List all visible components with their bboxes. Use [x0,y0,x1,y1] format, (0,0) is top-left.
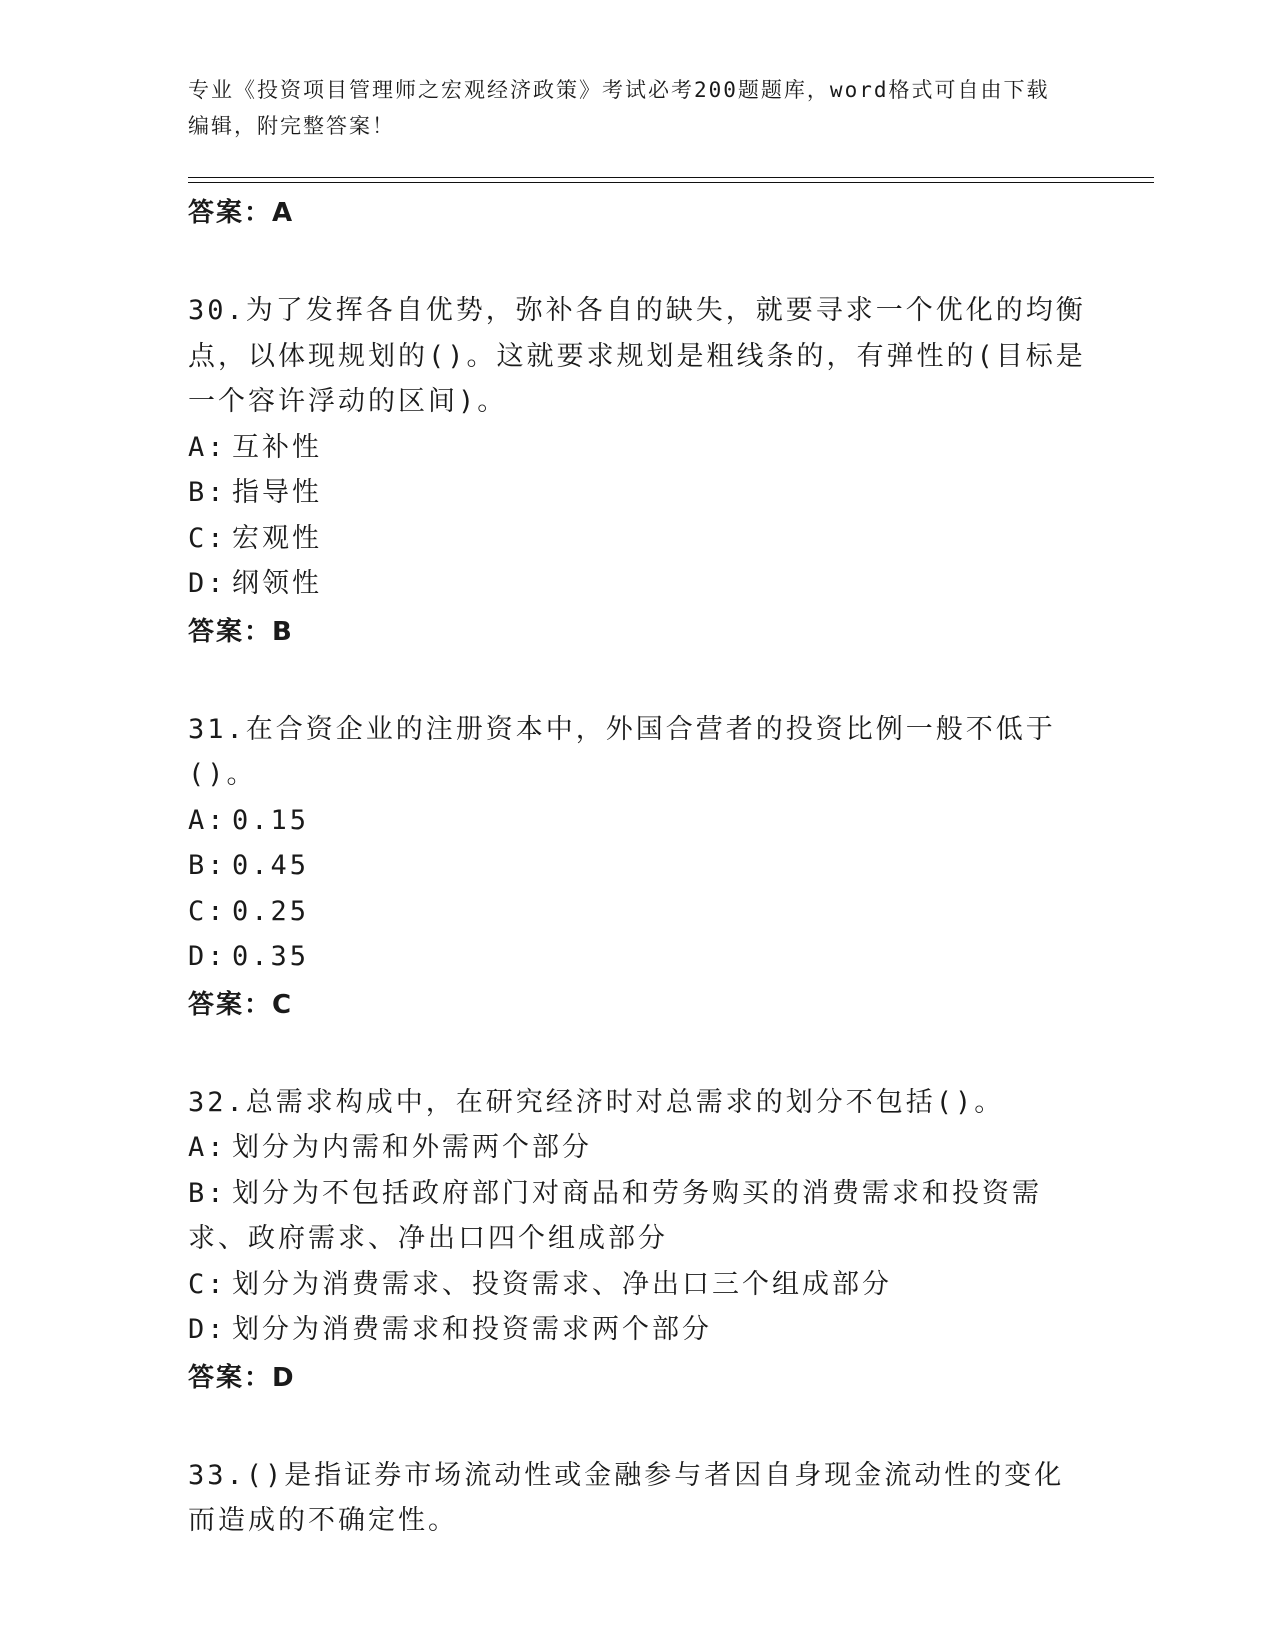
question-31-stem: 31.在合资企业的注册资本中，外国合营者的投资比例一般不低于()。 [188,713,1056,790]
option-text: 0.35 [232,941,310,972]
option-letter: A: [188,804,227,836]
question-30-option-a [188,425,1088,471]
header-divider-top [188,177,1154,178]
option-letter: D: [188,941,227,972]
option-text: 0.15 [232,804,310,836]
header-divider-bottom [188,182,1154,183]
question-list [188,188,1088,1544]
option-text: 0.25 [232,895,310,927]
option-letter: D: [188,568,227,599]
answer-q31: 答案：C [188,989,294,1020]
question-31-option-b [188,843,1088,889]
option-text: 互补性 [232,431,322,463]
answer-q29: 答案：A [188,198,295,228]
option-text: 0.45 [232,850,310,881]
question-32-option-b [188,1171,1088,1262]
option-letter: B: [188,1177,227,1209]
option-letter: B: [188,477,227,508]
option-text: 纲领性 [232,568,322,599]
option-letter: A: [188,1132,227,1163]
question-32-option-d [188,1307,1088,1353]
question-31-option-a [188,798,1088,844]
option-text: 划分为消费需求、投资需求、净出口三个组成部分 [232,1268,892,1300]
question-31-option-c [188,889,1088,935]
question-31-option-d [188,934,1088,980]
option-letter: C: [188,522,227,554]
option-letter: B: [188,850,227,881]
option-letter: D: [188,1314,227,1345]
question-32-option-a [188,1125,1088,1171]
question-32-stem: 32.总需求构成中，在研究经济时对总需求的划分不包括()。 [188,1086,1005,1118]
option-text: 宏观性 [232,522,322,554]
option-text: 划分为内需和外需两个部分 [232,1132,592,1163]
question-32-option-c [188,1262,1088,1308]
answer-q30: 答案：B [188,616,294,647]
option-text: 划分为不包括政府部门对商品和劳务购买的消费需求和投资需求、政府需求、净出口四个组成部分 [188,1177,1042,1254]
option-text: 指导性 [232,477,322,508]
answer-q32: 答案：D [188,1362,296,1393]
document-header: 专业《投资项目管理师之宏观经济政策》考试必考200题题库，word格式可自由下载编辑，附完整答案！ [188,78,1050,138]
option-letter: C: [188,895,227,927]
question-33-stem: 33.()是指证券市场流动性或金融参与者因自身现金流动性的变化而造成的不确定性。 [188,1459,1065,1536]
question-30-option-b [188,470,1088,516]
question-30-stem: 30.为了发挥各自优势，弥补各自的缺失，就要寻求一个优化的均衡点，以体现规划的()。这就要求规划是粗线条的，有弹性的(目标是一个容许浮动的区间)。 [188,295,1086,417]
option-letter: A: [188,431,227,463]
question-30-option-c [188,516,1088,562]
question-30-option-d [188,561,1088,607]
option-letter: C: [188,1268,227,1300]
option-text: 划分为消费需求和投资需求两个部分 [232,1314,712,1345]
